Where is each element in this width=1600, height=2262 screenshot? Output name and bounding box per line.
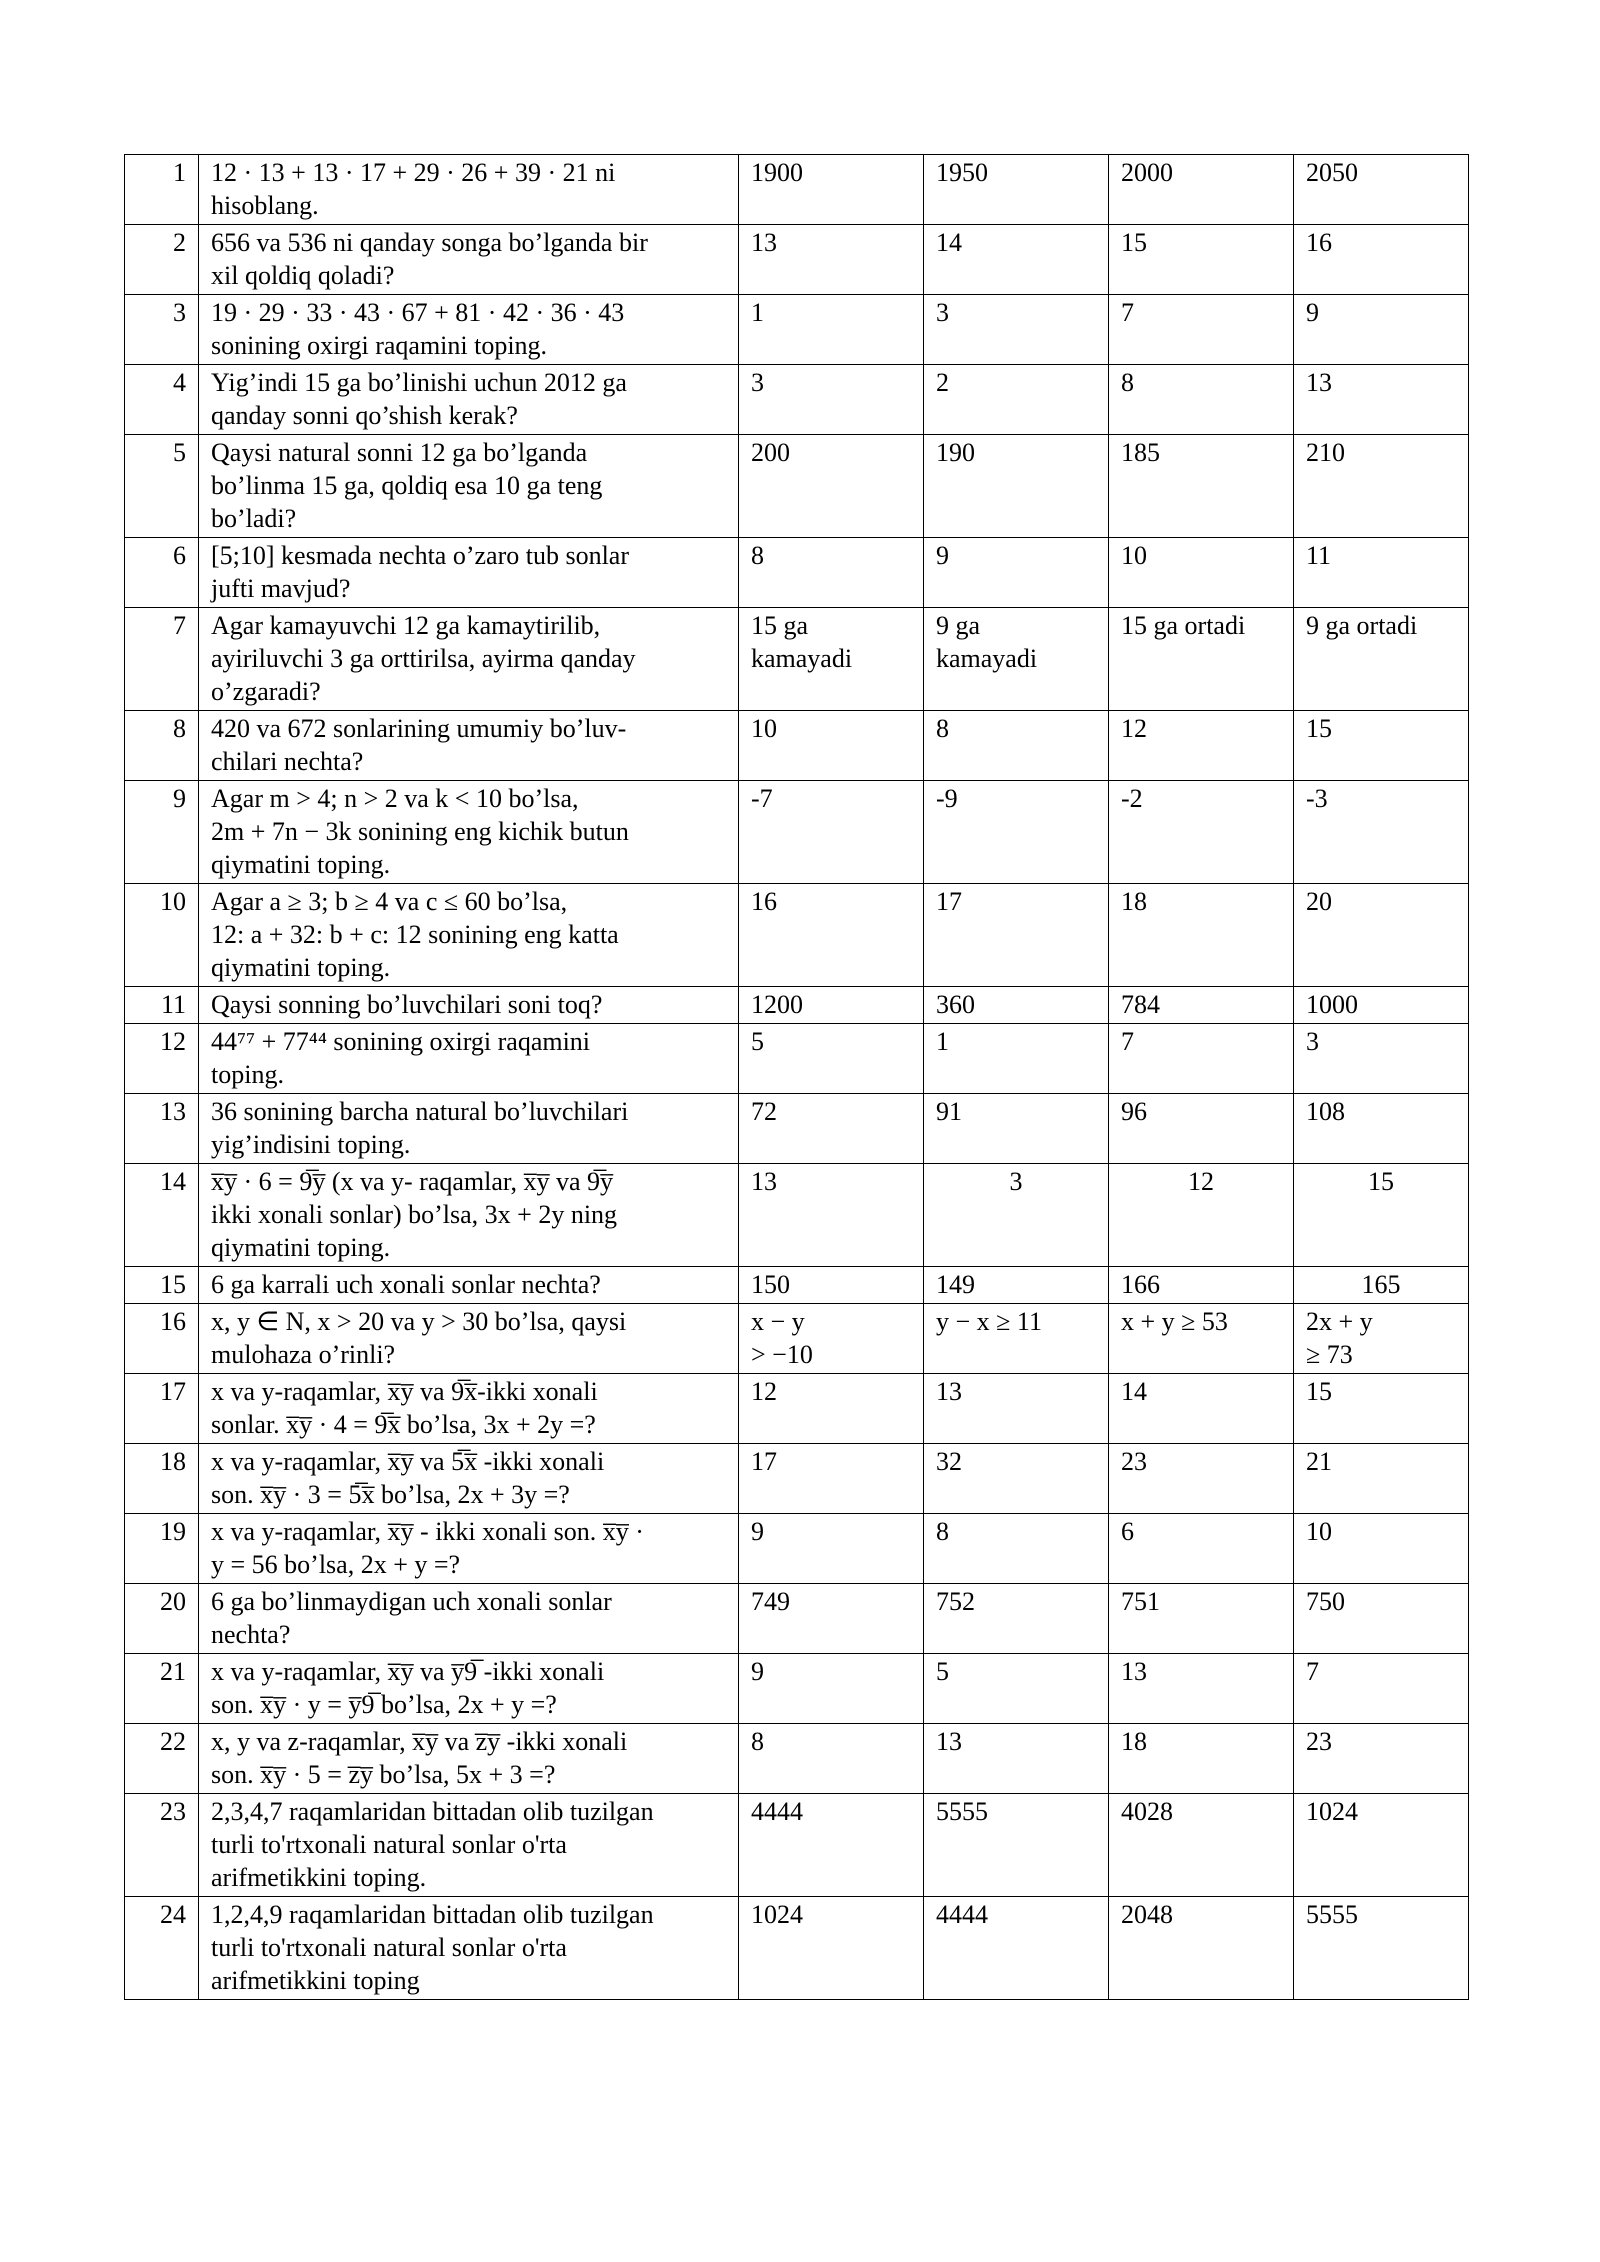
question-number: 1 <box>125 155 199 225</box>
question-text: 36 sonining barcha natural bo’luvchilari yig’indisini toping. <box>199 1094 739 1164</box>
answer-option-a: 1024 <box>739 1897 924 2000</box>
answer-option-d: 7 <box>1294 1654 1469 1724</box>
answer-option-a: 10 <box>739 711 924 781</box>
answer-option-b: 14 <box>924 225 1109 295</box>
answer-option-c: 7 <box>1109 1024 1294 1094</box>
quiz-table <box>124 154 1469 2000</box>
answer-option-a: 4444 <box>739 1794 924 1897</box>
question-number: 7 <box>125 608 199 711</box>
question-row <box>125 711 1469 781</box>
answer-option-d: 13 <box>1294 365 1469 435</box>
question-number: 17 <box>125 1374 199 1444</box>
answer-option-a: 13 <box>739 1164 924 1267</box>
question-text: [5;10] kesmada nechta o’zaro tub sonlar jufti mavjud? <box>199 538 739 608</box>
answer-option-b: 3 <box>924 295 1109 365</box>
answer-option-c: 8 <box>1109 365 1294 435</box>
question-number: 3 <box>125 295 199 365</box>
answer-option-c: 15 ga ortadi <box>1109 608 1294 711</box>
answer-option-d: 9 ga ortadi <box>1294 608 1469 711</box>
question-row <box>125 1024 1469 1094</box>
question-text: x, y va z-raqamlar, x̅y̅ va z̅y̅ -ikki xonali son. x̅y̅ · 5 = z̅y̅ bo’lsa, 5x + 3 =? <box>199 1724 739 1794</box>
question-row <box>125 1654 1469 1724</box>
answer-option-a: 17 <box>739 1444 924 1514</box>
question-text: 12 · 13 + 13 · 17 + 29 · 26 + 39 · 21 ni hisoblang. <box>199 155 739 225</box>
answer-option-a: 3 <box>739 365 924 435</box>
question-number: 8 <box>125 711 199 781</box>
answer-option-d: 15 <box>1294 1374 1469 1444</box>
question-text: x̅y̅ · 6 = 9̅y̅ (x va y- raqamlar, x̅y̅ va 9̅y̅ ikki xonali sonlar) bo’lsa, 3x + 2y ning qiymatini toping. <box>199 1164 739 1267</box>
question-text: Agar kamayuvchi 12 ga kamaytirilib, ayiriluvchi 3 ga orttirilsa, ayirma qanday o’zgaradi? <box>199 608 739 711</box>
question-row <box>125 1267 1469 1304</box>
question-text: x va y-raqamlar, x̅y̅ va y̅9̅ -ikki xonali son. x̅y̅ · y = y̅9̅ bo’lsa, 2x + y =? <box>199 1654 739 1724</box>
question-row <box>125 1094 1469 1164</box>
question-row <box>125 1304 1469 1374</box>
question-number: 9 <box>125 781 199 884</box>
question-number: 22 <box>125 1724 199 1794</box>
question-text: Qaysi natural sonni 12 ga bo’lganda bo’linma 15 ga, qoldiq esa 10 ga teng bo’ladi? <box>199 435 739 538</box>
question-number: 13 <box>125 1094 199 1164</box>
question-row <box>125 1724 1469 1794</box>
question-number: 23 <box>125 1794 199 1897</box>
question-number: 24 <box>125 1897 199 2000</box>
question-number: 5 <box>125 435 199 538</box>
answer-option-a: 200 <box>739 435 924 538</box>
answer-option-a: 5 <box>739 1024 924 1094</box>
answer-option-a: 16 <box>739 884 924 987</box>
question-text: x va y-raqamlar, x̅y̅ va 9̅x̅-ikki xonali sonlar. x̅y̅ · 4 = 9̅x̅ bo’lsa, 3x + 2y =? <box>199 1374 739 1444</box>
answer-option-d: 3 <box>1294 1024 1469 1094</box>
answer-option-b: 9 ga kamayadi <box>924 608 1109 711</box>
question-number: 18 <box>125 1444 199 1514</box>
answer-option-c: -2 <box>1109 781 1294 884</box>
answer-option-d: 20 <box>1294 884 1469 987</box>
answer-option-a: 1 <box>739 295 924 365</box>
answer-option-c: 6 <box>1109 1514 1294 1584</box>
answer-option-b: 13 <box>924 1374 1109 1444</box>
answer-option-b: 360 <box>924 987 1109 1024</box>
answer-option-a: 749 <box>739 1584 924 1654</box>
answer-option-a: 9 <box>739 1514 924 1584</box>
question-number: 19 <box>125 1514 199 1584</box>
answer-option-d: 108 <box>1294 1094 1469 1164</box>
answer-option-b: -9 <box>924 781 1109 884</box>
answer-option-c: 2000 <box>1109 155 1294 225</box>
question-row <box>125 1584 1469 1654</box>
answer-option-a: 9 <box>739 1654 924 1724</box>
answer-option-c: 23 <box>1109 1444 1294 1514</box>
answer-option-b: 5555 <box>924 1794 1109 1897</box>
answer-option-d: 750 <box>1294 1584 1469 1654</box>
question-number: 2 <box>125 225 199 295</box>
question-number: 15 <box>125 1267 199 1304</box>
answer-option-b: 1950 <box>924 155 1109 225</box>
answer-option-b: 4444 <box>924 1897 1109 2000</box>
answer-option-b: 13 <box>924 1724 1109 1794</box>
question-row <box>125 1794 1469 1897</box>
answer-option-c: 15 <box>1109 225 1294 295</box>
question-text: 656 va 536 ni qanday songa bo’lganda bir xil qoldiq qoladi? <box>199 225 739 295</box>
answer-option-b: 190 <box>924 435 1109 538</box>
answer-option-a: 8 <box>739 538 924 608</box>
question-row <box>125 1374 1469 1444</box>
answer-option-c: 784 <box>1109 987 1294 1024</box>
question-number: 4 <box>125 365 199 435</box>
question-number: 16 <box>125 1304 199 1374</box>
question-row <box>125 781 1469 884</box>
question-number: 14 <box>125 1164 199 1267</box>
answer-option-b: 5 <box>924 1654 1109 1724</box>
question-row <box>125 295 1469 365</box>
answer-option-d: 1000 <box>1294 987 1469 1024</box>
question-text: 44⁷⁷ + 77⁴⁴ sonining oxirgi raqamini toping. <box>199 1024 739 1094</box>
question-number: 20 <box>125 1584 199 1654</box>
answer-option-d: 23 <box>1294 1724 1469 1794</box>
question-text: Qaysi sonning bo’luvchilari soni toq? <box>199 987 739 1024</box>
answer-option-c: 12 <box>1109 711 1294 781</box>
question-text: 6 ga bo’linmaydigan uch xonali sonlar nechta? <box>199 1584 739 1654</box>
answer-option-c: 13 <box>1109 1654 1294 1724</box>
question-text: x, y ∈ N, x > 20 va y > 30 bo’lsa, qaysi mulohaza o’rinli? <box>199 1304 739 1374</box>
answer-option-a: 72 <box>739 1094 924 1164</box>
answer-option-c: 7 <box>1109 295 1294 365</box>
question-row <box>125 608 1469 711</box>
answer-option-c: 14 <box>1109 1374 1294 1444</box>
answer-option-d: 15 <box>1294 1164 1469 1267</box>
question-row <box>125 884 1469 987</box>
question-row <box>125 435 1469 538</box>
answer-option-a: -7 <box>739 781 924 884</box>
answer-option-b: 8 <box>924 1514 1109 1584</box>
question-number: 10 <box>125 884 199 987</box>
answer-option-c: 18 <box>1109 884 1294 987</box>
answer-option-d: 2x + y ≥ 73 <box>1294 1304 1469 1374</box>
question-number: 6 <box>125 538 199 608</box>
question-row <box>125 155 1469 225</box>
answer-option-a: 1200 <box>739 987 924 1024</box>
question-text: x va y-raqamlar, x̅y̅ - ikki xonali son. x̅y̅ · y = 56 bo’lsa, 2x + y =? <box>199 1514 739 1584</box>
answer-option-c: x + y ≥ 53 <box>1109 1304 1294 1374</box>
answer-option-a: 1900 <box>739 155 924 225</box>
question-row <box>125 1164 1469 1267</box>
question-text: 420 va 672 sonlarining umumiy bo’luv- chilari nechta? <box>199 711 739 781</box>
question-row <box>125 987 1469 1024</box>
answer-option-a: 15 ga kamayadi <box>739 608 924 711</box>
answer-option-b: 8 <box>924 711 1109 781</box>
answer-option-c: 2048 <box>1109 1897 1294 2000</box>
question-row <box>125 225 1469 295</box>
answer-option-c: 185 <box>1109 435 1294 538</box>
question-text: Yig’indi 15 ga bo’linishi uchun 2012 ga qanday sonni qo’shish kerak? <box>199 365 739 435</box>
answer-option-a: x − y > −10 <box>739 1304 924 1374</box>
answer-option-c: 751 <box>1109 1584 1294 1654</box>
question-text: 6 ga karrali uch xonali sonlar nechta? <box>199 1267 739 1304</box>
question-text: Agar m > 4; n > 2 va k < 10 bo’lsa, 2m + 7n − 3k sonining eng kichik butun qiymatini toping. <box>199 781 739 884</box>
answer-option-c: 12 <box>1109 1164 1294 1267</box>
answer-option-c: 166 <box>1109 1267 1294 1304</box>
answer-option-b: 2 <box>924 365 1109 435</box>
question-text: 2,3,4,7 raqamlaridan bittadan olib tuzilgan turli to'rtxonali natural sonlar o'rta arifmetikkini toping. <box>199 1794 739 1897</box>
answer-option-c: 18 <box>1109 1724 1294 1794</box>
answer-option-a: 150 <box>739 1267 924 1304</box>
answer-option-b: 91 <box>924 1094 1109 1164</box>
answer-option-d: 2050 <box>1294 155 1469 225</box>
question-row <box>125 538 1469 608</box>
answer-option-b: 17 <box>924 884 1109 987</box>
answer-option-b: 32 <box>924 1444 1109 1514</box>
answer-option-b: 9 <box>924 538 1109 608</box>
answer-option-b: y − x ≥ 11 <box>924 1304 1109 1374</box>
question-text: Agar a ≥ 3; b ≥ 4 va c ≤ 60 bo’lsa, 12: a + 32: b + c: 12 sonining eng katta qiymatini toping. <box>199 884 739 987</box>
answer-option-c: 4028 <box>1109 1794 1294 1897</box>
quiz-table-body <box>125 155 1469 2000</box>
question-text: 1,2,4,9 raqamlaridan bittadan olib tuzilgan turli to'rtxonali natural sonlar o'rta arifmetikkini toping <box>199 1897 739 2000</box>
question-row <box>125 365 1469 435</box>
answer-option-b: 1 <box>924 1024 1109 1094</box>
answer-option-c: 96 <box>1109 1094 1294 1164</box>
answer-option-d: 10 <box>1294 1514 1469 1584</box>
question-row <box>125 1897 1469 2000</box>
answer-option-a: 12 <box>739 1374 924 1444</box>
question-number: 21 <box>125 1654 199 1724</box>
answer-option-b: 3 <box>924 1164 1109 1267</box>
question-text: x va y-raqamlar, x̅y̅ va 5̅x̅ -ikki xonali son. x̅y̅ · 3 = 5̅x̅ bo’lsa, 2x + 3y =? <box>199 1444 739 1514</box>
answer-option-b: 752 <box>924 1584 1109 1654</box>
question-row <box>125 1514 1469 1584</box>
question-text: 19 · 29 · 33 · 43 · 67 + 81 · 42 · 36 · 43 sonining oxirgi raqamini toping. <box>199 295 739 365</box>
answer-option-d: 5555 <box>1294 1897 1469 2000</box>
question-row <box>125 1444 1469 1514</box>
answer-option-d: 16 <box>1294 225 1469 295</box>
answer-option-d: 21 <box>1294 1444 1469 1514</box>
answer-option-c: 10 <box>1109 538 1294 608</box>
answer-option-d: 9 <box>1294 295 1469 365</box>
answer-option-b: 149 <box>924 1267 1109 1304</box>
answer-option-d: -3 <box>1294 781 1469 884</box>
answer-option-d: 15 <box>1294 711 1469 781</box>
answer-option-d: 165 <box>1294 1267 1469 1304</box>
answer-option-d: 1024 <box>1294 1794 1469 1897</box>
answer-option-d: 210 <box>1294 435 1469 538</box>
question-number: 12 <box>125 1024 199 1094</box>
answer-option-a: 13 <box>739 225 924 295</box>
question-number: 11 <box>125 987 199 1024</box>
answer-option-d: 11 <box>1294 538 1469 608</box>
answer-option-a: 8 <box>739 1724 924 1794</box>
